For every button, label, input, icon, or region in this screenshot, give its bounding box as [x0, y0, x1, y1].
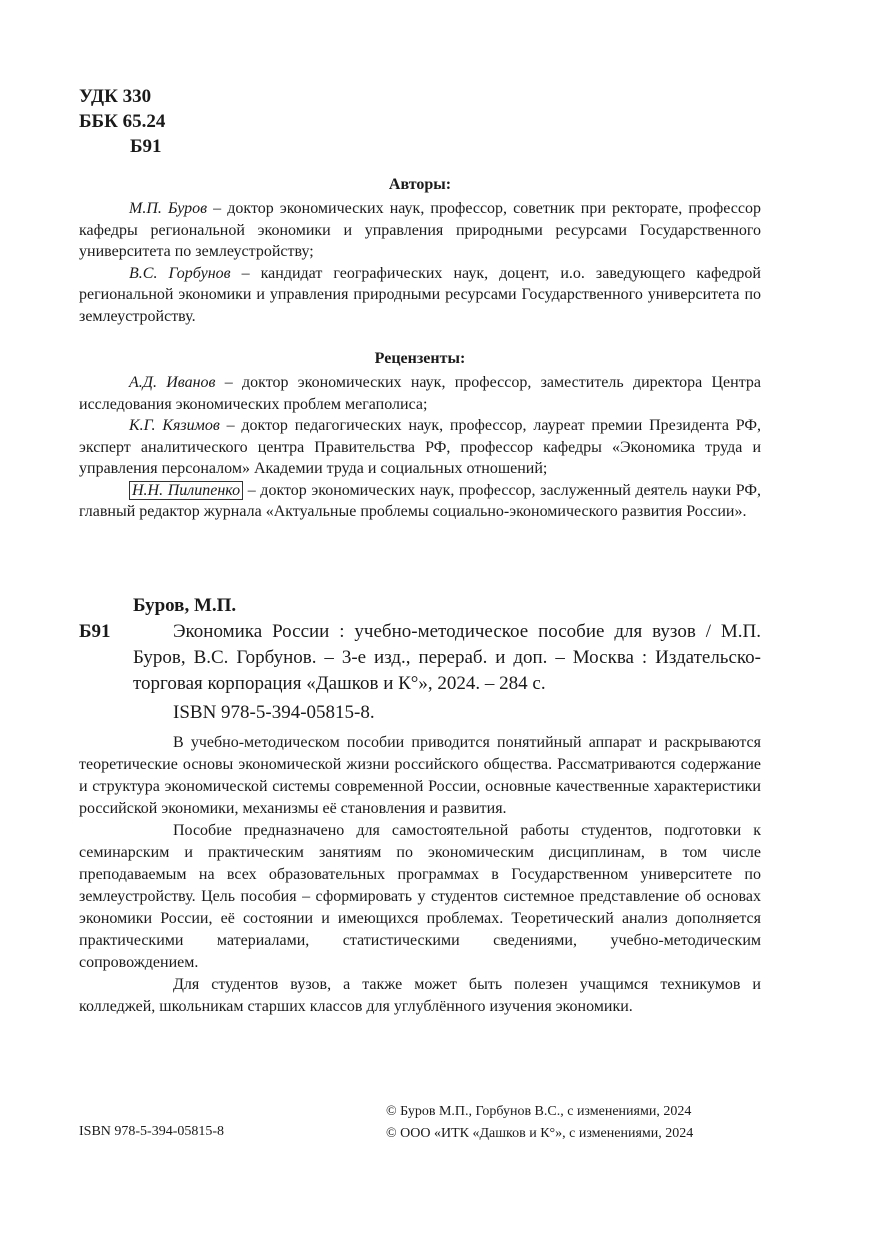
abstract-paragraph: В учебно-методическом пособии приводится понятийный аппарат и раскрываются теоретические основы экономической жизни российского общества. Рассматриваются содержание и структура экономической системы современной России, основные качественные характеристики российской экономики, механизмы её становления и развития.: [79, 734, 761, 817]
reviewer-entry: [79, 415, 761, 480]
authors-heading: Авторы:: [388, 176, 452, 193]
reviewer-description: – доктор педагогических наук, профессор, лауреат премии Президента РФ, эксперт аналитического центра Правительства РФ, профессор кафедры «Экономика труда и управления персоналом» Академии труда и социальных отношений;: [79, 417, 762, 477]
reviewer-description: – доктор экономических наук, профессор, заместитель директора Центра исследования экономических проблем мегаполиса;: [79, 374, 761, 413]
footer-isbn: ISBN 978-5-394-05815-8: [79, 1124, 225, 1139]
reviewer-entry: [79, 372, 761, 415]
author-name: В.С. Горбунов: [129, 264, 231, 282]
copyright-line: © ООО «ИТК «Дашков и К°», с изменениями, 2024: [386, 1126, 694, 1141]
bibliographic-author: Буров, М.П.: [133, 595, 237, 616]
reviewers-heading: Рецензенты:: [374, 350, 466, 367]
reviewer-name: К.Г. Кязимов: [129, 417, 220, 434]
reviewer-entry: [79, 480, 761, 523]
author-entry: [79, 263, 761, 328]
author-index: Б91: [130, 136, 162, 157]
udk-code: УДК 330: [79, 86, 152, 107]
bibliographic-description: Экономика России : учебно-методическое пособие для вузов / М.П. Буров, В.С. Горбунов. – 3-е изд., перераб. и доп. – Москва : Издательско-торговая корпорация «Дашков и К°», 2024. – 284 с.: [133, 621, 761, 694]
bibliographic-isbn: ISBN 978-5-394-05815-8.: [173, 702, 375, 723]
classification-block: [79, 84, 165, 159]
abstract-paragraph: Для студентов вузов, а также может быть полезен учащимся техникумов и колледжей, школьникам старших классов для углублённого изучения экономики.: [79, 976, 761, 1015]
abstract: [79, 732, 761, 1018]
bbk-code: ББК 65.24: [79, 111, 166, 132]
authors-list: [79, 198, 761, 327]
author-name: М.П. Буров: [129, 200, 208, 217]
copyright-line: © Буров М.П., Горбунов В.С., с изменениями, 2024: [386, 1104, 692, 1119]
bibliographic-description-block: [133, 619, 761, 697]
reviewer-name: А.Д. Иванов: [129, 374, 216, 391]
copyright-block: [386, 1101, 693, 1145]
author-entry: [79, 198, 761, 263]
reviewers-list: [79, 372, 761, 523]
author-description: – кандидат географических наук, доцент, и.о. заведующего кафедрой региональной экономики и управления природными ресурсами Государственного университета по землеустройству.: [79, 264, 761, 325]
reviewer-description: – доктор экономических наук, профессор, заслуженный деятель науки РФ, главный редактор журнала «Актуальные проблемы социально-экономического развития России».: [79, 481, 761, 520]
abstract-paragraph: Пособие предназначено для самостоятельной работы студентов, подготовки к семинарским и практическим занятиям по экономическим дисциплинам, в том числе преподаваемым на всех образовательных программах в Государственном университете по землеустройству. Цель пособия – сформировать у студентов системное представление об основах экономики России, её состоянии и имеющихся проблемах. Теоретический анализ дополняется практическими материалами, статистическими сведениями, учебно-методическим сопровождением.: [79, 822, 761, 971]
reviewer-name-highlighted: Н.Н. Пилипенко: [129, 481, 243, 500]
bibliographic-code: Б91: [79, 621, 111, 642]
author-description: – доктор экономических наук, профессор, советник при ректорате, профессор кафедры региональной экономики и управления природными ресурсами Государственного университета по землеустройству;: [79, 200, 761, 260]
